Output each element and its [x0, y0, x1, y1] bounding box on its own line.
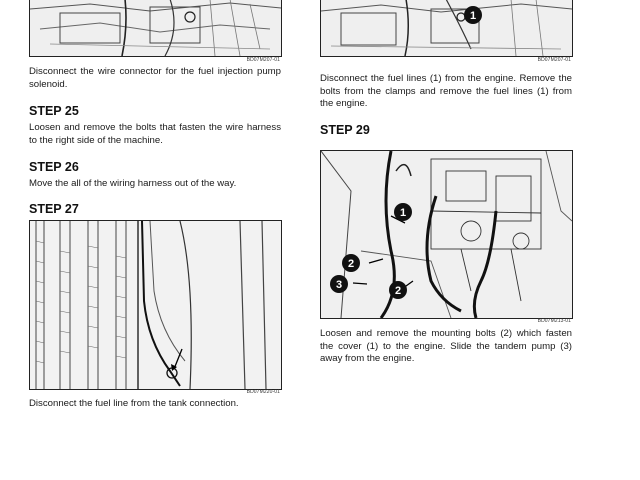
callout-bolt-2: [389, 281, 407, 299]
step-29-heading: STEP 29: [320, 123, 370, 137]
caption-fuel-injection-solenoid: Disconnect the wire connector for the fuel injection pump solenoid.: [29, 66, 281, 90]
step-26-text: Move the all of the wiring harness out of the way.: [29, 178, 237, 189]
step-25-text: Loosen and remove the bolts that fasten the wire harness to the right side of the machine.: [29, 122, 281, 146]
step-25-heading: STEP 25: [29, 104, 79, 118]
figure-fuel-tank-connection: [29, 220, 282, 390]
callout-tandem-pump-3: [330, 275, 348, 293]
figure-code: BD07M213-01: [537, 318, 571, 324]
svg-text:1: 1: [399, 207, 407, 219]
callout-cover-1: [394, 203, 412, 221]
step-27-text: Disconnect the fuel line from the tank connection.: [29, 398, 239, 409]
figure-code: BD07M207-01: [246, 57, 280, 63]
svg-text:3: 3: [335, 279, 343, 291]
callout-1: [464, 6, 482, 24]
svg-text:2: 2: [394, 285, 402, 297]
step-27-heading: STEP 27: [29, 202, 79, 216]
figure-fuel-injection-pump-solenoid: [29, 0, 282, 57]
step-29-text: Loosen and remove the mounting bolts (2) which fasten the cover (1) to the engine. Slide the tandem pump (3) away from the engine.: [320, 328, 572, 365]
svg-text:2: 2: [347, 258, 355, 270]
svg-text:1: 1: [469, 10, 477, 22]
figure-tandem-pump-cover: [320, 150, 573, 319]
callout-bolt-2: [342, 254, 360, 272]
caption-fuel-lines: Disconnect the fuel lines (1) from the engine. Remove the bolts from the clamps and remove the fuel lines (1) from the engine.: [320, 73, 572, 110]
figure-fuel-lines: [320, 0, 573, 57]
step-26-heading: STEP 26: [29, 160, 79, 174]
figure-code: BD07M220-01: [246, 389, 280, 395]
figure-code: BD07M207-01: [537, 57, 571, 63]
